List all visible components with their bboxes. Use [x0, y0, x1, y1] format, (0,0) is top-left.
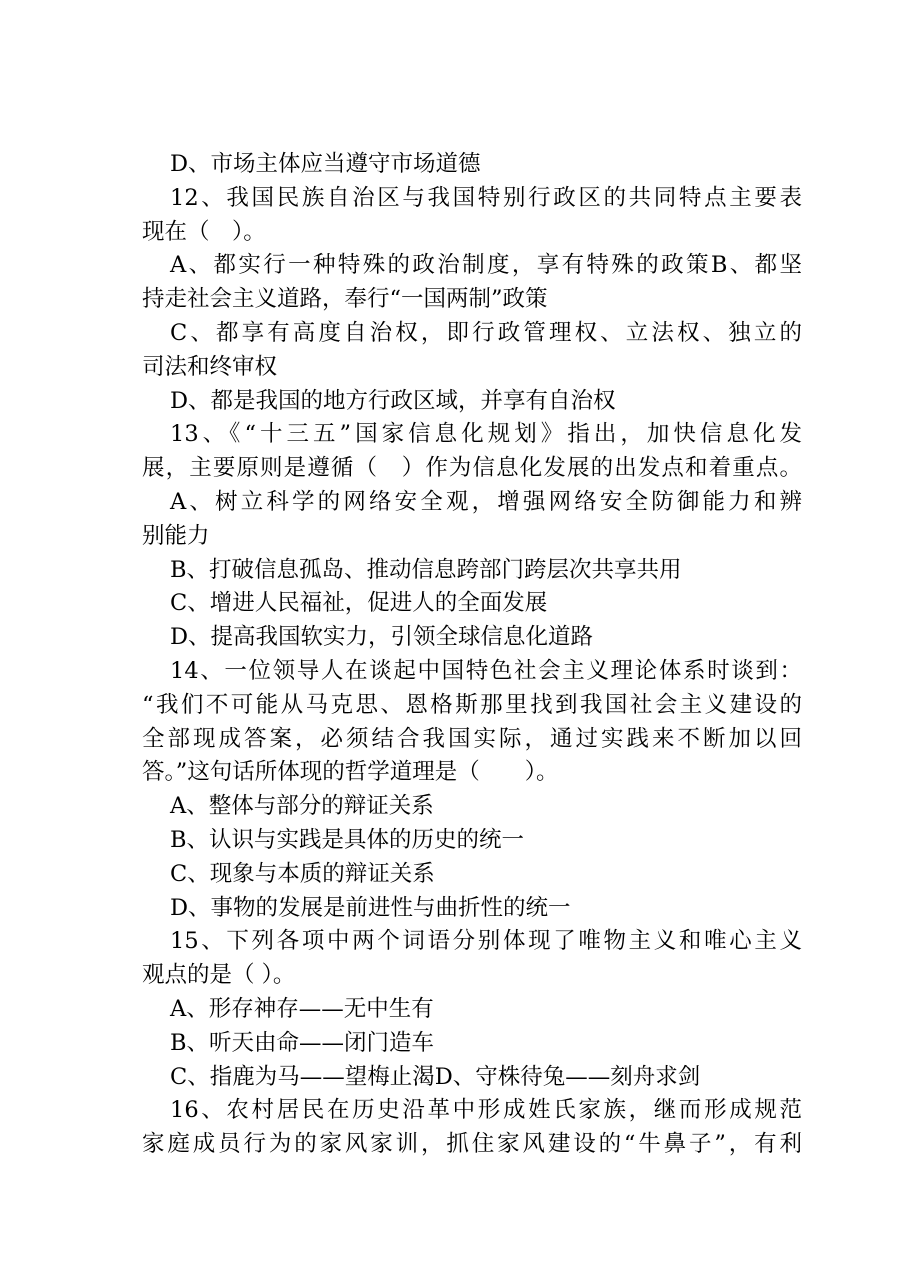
text-line — [142, 655, 802, 689]
document-body — [142, 148, 802, 1162]
text-line — [142, 351, 802, 385]
text-line-content: 现在（ ）。 — [142, 218, 266, 245]
text-line-content: D、市场主体应当遵守市场道德 — [170, 151, 481, 177]
text-line — [142, 182, 802, 216]
text-line — [142, 824, 802, 858]
text-line-content: A、形存神存——无中生有 — [170, 995, 434, 1022]
text-line — [142, 959, 802, 993]
text-line-content: 家庭成员行为的家风家训，抓住家风建设的“牛鼻子”，有利 — [142, 1131, 802, 1158]
text-line — [142, 216, 802, 250]
text-line — [142, 723, 802, 757]
text-line — [142, 892, 802, 926]
text-line-content: B、听天由命——闭门造车 — [170, 1029, 435, 1056]
text-line — [142, 1094, 802, 1128]
text-line-content: B、认识与实践是具体的历史的统一 — [170, 826, 525, 853]
text-line-content: “我们不可能从马克思、恩格斯那里找到我国社会主义建设的 — [142, 691, 802, 718]
text-line — [142, 418, 802, 452]
text-line — [142, 486, 802, 520]
text-line-content: 15、下列各项中两个词语分别体现了唯物主义和唯心主义 — [170, 928, 802, 955]
text-line-content: B、打破信息孤岛、推动信息跨部门跨层次共享共用 — [170, 556, 682, 583]
text-line-content: 13、《“十三五”国家信息化规划》指出，加快信息化发 — [170, 421, 802, 448]
text-line — [142, 283, 802, 317]
text-line-content: A、整体与部分的辩证关系 — [170, 793, 434, 820]
text-line-content: 别能力 — [142, 522, 210, 549]
text-line — [142, 249, 802, 283]
text-line-content: 12、我国民族自治区与我国特别行政区的共同特点主要表 — [170, 184, 802, 211]
text-line-content: 全部现成答案，必须结合我国实际，通过实践来不断加以回 — [142, 725, 802, 752]
text-line-content: A、都实行一种特殊的政治制度，享有特殊的政策B、都坚 — [170, 252, 802, 279]
text-line — [142, 621, 802, 655]
text-line — [142, 1027, 802, 1061]
text-line — [142, 993, 802, 1027]
text-line — [142, 925, 802, 959]
text-line-content: 16、农村居民在历史沿革中形成姓氏家族，继而形成规范 — [170, 1097, 802, 1124]
text-line — [142, 554, 802, 588]
text-line-content: 答。”这句话所体现的哲学道理是（ ）。 — [142, 759, 559, 786]
text-line-content: C、指鹿为马——望梅止渴D、守株待兔——刻舟求剑 — [170, 1063, 701, 1090]
text-line-content: 展，主要原则是遵循（ ）作为信息化发展的出发点和着重点。 — [142, 455, 802, 482]
text-line — [142, 452, 802, 486]
text-line-content: A、树立科学的网络安全观，增强网络安全防御能力和辨 — [170, 488, 802, 515]
text-line-content: C、现象与本质的辩证关系 — [170, 860, 435, 887]
text-line — [142, 689, 802, 723]
text-line — [142, 587, 802, 621]
text-line-content: 14、一位领导人在谈起中国特色社会主义理论体系时谈到： — [170, 657, 802, 684]
text-line — [142, 790, 802, 824]
text-line — [142, 756, 802, 790]
text-line-content: C、都享有高度自治权，即行政管理权、立法权、独立的 — [170, 319, 802, 346]
text-line — [142, 1061, 802, 1095]
text-line-content: 观点的是（ ）。 — [142, 962, 296, 989]
text-line-content: D、提高我国软实力，引领全球信息化道路 — [170, 624, 594, 651]
text-line-content: D、事物的发展是前进性与曲折性的统一 — [170, 894, 571, 921]
text-line — [142, 385, 802, 419]
text-line — [142, 148, 802, 182]
text-line — [142, 317, 802, 351]
text-line — [142, 1128, 802, 1162]
text-line — [142, 858, 802, 892]
text-line-content: D、都是我国的地方行政区域，并享有自治权 — [170, 387, 616, 414]
text-line-content: 司法和终审权 — [142, 353, 278, 380]
text-line — [142, 520, 802, 554]
text-line-content: 持走社会主义道路，奉行“一国两制”政策 — [142, 286, 548, 313]
text-line-content: C、增进人民福祉，促进人的全面发展 — [170, 590, 548, 617]
